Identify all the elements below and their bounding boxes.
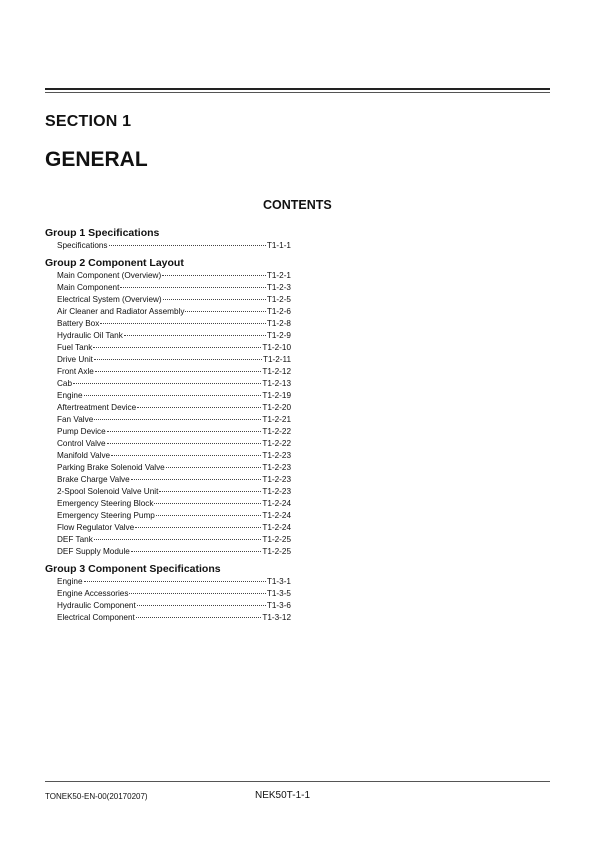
toc-entry-page: T1-2-25 <box>262 535 291 544</box>
toc-entry[interactable] <box>45 390 291 402</box>
toc-entry[interactable] <box>45 588 291 600</box>
toc-dot-leader <box>100 323 266 324</box>
toc-dot-leader <box>162 275 266 276</box>
toc-entry[interactable] <box>45 366 291 378</box>
footer-doc-code: TONEK50-EN-00(20170207) <box>45 792 148 801</box>
toc-entry-title: Front Axle <box>57 367 94 376</box>
toc-entry-title: Main Component <box>57 283 120 292</box>
toc-entry-page: T1-2-6 <box>266 307 291 316</box>
toc-group <box>45 558 291 624</box>
toc-dot-leader <box>94 359 262 360</box>
toc-dot-leader <box>107 443 262 444</box>
toc-dot-leader <box>120 287 266 288</box>
toc-entry[interactable] <box>45 378 291 390</box>
toc-dot-leader <box>73 383 261 384</box>
toc-entry[interactable] <box>45 600 291 612</box>
toc-entry-title: DEF Supply Module <box>57 547 130 556</box>
toc-group-heading: Group 3 Component Specifications <box>45 563 221 575</box>
toc-entry[interactable] <box>45 534 291 546</box>
toc-entry-page: T1-2-3 <box>266 283 291 292</box>
toc-dot-leader <box>154 503 261 504</box>
toc-entry-page: T1-2-23 <box>262 475 291 484</box>
toc-entry-page: T1-1-1 <box>266 241 291 250</box>
toc-entry[interactable] <box>45 474 291 486</box>
toc-entry[interactable] <box>45 318 291 330</box>
toc-dot-leader <box>107 431 262 432</box>
toc-entry[interactable] <box>45 576 291 588</box>
toc-entry[interactable] <box>45 414 291 426</box>
toc-dot-leader <box>93 347 261 348</box>
toc-entry-page: T1-2-1 <box>266 271 291 280</box>
toc-dot-leader <box>84 581 266 582</box>
toc-entry[interactable] <box>45 498 291 510</box>
toc-group <box>45 226 291 252</box>
toc-dot-leader <box>135 527 261 528</box>
toc-dot-leader <box>95 371 261 372</box>
toc-entry-page: T1-2-23 <box>262 463 291 472</box>
toc-entry-page: T1-2-22 <box>262 427 291 436</box>
toc-entry[interactable] <box>45 438 291 450</box>
toc-entry-page: T1-2-22 <box>262 439 291 448</box>
toc-entry-title: Electrical System (Overview) <box>57 295 162 304</box>
toc-entry-title: Engine <box>57 577 83 586</box>
toc-entry-title: Battery Box <box>57 319 100 328</box>
toc-entry-page: T1-3-6 <box>266 601 291 610</box>
contents-title: CONTENTS <box>263 198 332 212</box>
toc-entry-title: Pump Device <box>57 427 106 436</box>
toc-entry[interactable] <box>45 522 291 534</box>
toc-entry-title: Emergency Steering Pump <box>57 511 155 520</box>
toc-entry-page: T1-3-5 <box>266 589 291 598</box>
toc-entry[interactable] <box>45 294 291 306</box>
toc-entry-title: Specifications <box>57 241 108 250</box>
toc-dot-leader <box>137 605 266 606</box>
toc-dot-leader <box>156 515 261 516</box>
toc-entry[interactable] <box>45 342 291 354</box>
toc-entry-page: T1-2-12 <box>262 367 291 376</box>
toc-entry[interactable] <box>45 546 291 558</box>
toc-entry-title: Control Valve <box>57 439 106 448</box>
toc-group <box>45 252 291 558</box>
toc-entry-title: Emergency Steering Block <box>57 499 154 508</box>
toc-entry[interactable] <box>45 402 291 414</box>
toc-dot-leader <box>159 491 261 492</box>
toc-entry-page: T1-2-13 <box>262 379 291 388</box>
toc-entry-page: T1-2-9 <box>266 331 291 340</box>
toc-entry-title: Electrical Component <box>57 613 135 622</box>
top-rule <box>45 88 550 93</box>
toc-entry[interactable] <box>45 486 291 498</box>
toc-entry[interactable] <box>45 282 291 294</box>
toc-entry-title: Engine Accessories <box>57 589 129 598</box>
toc-entry-title: Parking Brake Solenoid Valve <box>57 463 165 472</box>
toc-entry-title: Fuel Tank <box>57 343 93 352</box>
toc-entry-title: 2-Spool Solenoid Valve Unit <box>57 487 159 496</box>
toc-dot-leader <box>111 455 261 456</box>
toc-entry[interactable] <box>45 270 291 282</box>
toc-entry-title: Main Component (Overview) <box>57 271 162 280</box>
section-title: GENERAL <box>45 148 148 171</box>
toc-entry-page: T1-2-21 <box>262 415 291 424</box>
toc-entry-page: T1-2-5 <box>266 295 291 304</box>
toc-entry-title: DEF Tank <box>57 535 93 544</box>
toc-entry-page: T1-3-1 <box>266 577 291 586</box>
toc-entry[interactable] <box>45 510 291 522</box>
toc-dot-leader <box>124 335 266 336</box>
toc-entry-page: T1-2-19 <box>262 391 291 400</box>
toc-entry-title: Brake Charge Valve <box>57 475 130 484</box>
toc-entry-title: Air Cleaner and Radiator Assembly <box>57 307 185 316</box>
section-label: SECTION 1 <box>45 113 132 130</box>
toc-entry-page: T1-2-8 <box>266 319 291 328</box>
table-of-contents <box>45 226 291 624</box>
bottom-rule <box>45 781 550 782</box>
toc-entry[interactable] <box>45 462 291 474</box>
toc-dot-leader <box>131 479 262 480</box>
toc-entry-title: Engine <box>57 391 83 400</box>
footer-page-number: NEK50T-1-1 <box>255 790 311 801</box>
toc-entry-title: Drive Unit <box>57 355 93 364</box>
toc-entry[interactable] <box>45 306 291 318</box>
toc-entry-page: T1-2-11 <box>262 355 291 364</box>
toc-dot-leader <box>185 311 265 312</box>
toc-entry-title: Fan Valve <box>57 415 94 424</box>
toc-dot-leader <box>131 551 262 552</box>
toc-dot-leader <box>163 299 266 300</box>
toc-group-heading: Group 2 Component Layout <box>45 257 184 269</box>
toc-dot-leader <box>136 617 262 618</box>
toc-entry[interactable] <box>45 354 291 366</box>
toc-entry[interactable] <box>45 612 291 624</box>
toc-entry-page: T1-2-24 <box>262 499 291 508</box>
toc-entry-page: T1-2-10 <box>262 343 291 352</box>
toc-dot-leader <box>137 407 261 408</box>
toc-dot-leader <box>129 593 265 594</box>
toc-entry[interactable] <box>45 240 291 252</box>
toc-dot-leader <box>84 395 262 396</box>
toc-group-heading: Group 1 Specifications <box>45 227 160 239</box>
toc-entry-title: Hydraulic Component <box>57 601 136 610</box>
toc-entry-title: Hydraulic Oil Tank <box>57 331 123 340</box>
toc-entry-page: T1-2-23 <box>262 487 291 496</box>
toc-entry-title: Aftertreatment Device <box>57 403 137 412</box>
toc-dot-leader <box>109 245 266 246</box>
toc-entry-title: Flow Regulator Valve <box>57 523 135 532</box>
toc-entry-page: T1-2-20 <box>262 403 291 412</box>
toc-entry-page: T1-2-24 <box>262 511 291 520</box>
toc-dot-leader <box>94 419 261 420</box>
toc-entry[interactable] <box>45 450 291 462</box>
toc-entry-page: T1-2-23 <box>262 451 291 460</box>
toc-entry-page: T1-2-25 <box>262 547 291 556</box>
toc-entry-page: T1-3-12 <box>262 613 291 622</box>
toc-entry-page: T1-2-24 <box>262 523 291 532</box>
toc-dot-leader <box>94 539 262 540</box>
toc-entry[interactable] <box>45 426 291 438</box>
toc-entry-title: Cab <box>57 379 73 388</box>
toc-entry[interactable] <box>45 330 291 342</box>
toc-dot-leader <box>166 467 262 468</box>
toc-entry-title: Manifold Valve <box>57 451 111 460</box>
